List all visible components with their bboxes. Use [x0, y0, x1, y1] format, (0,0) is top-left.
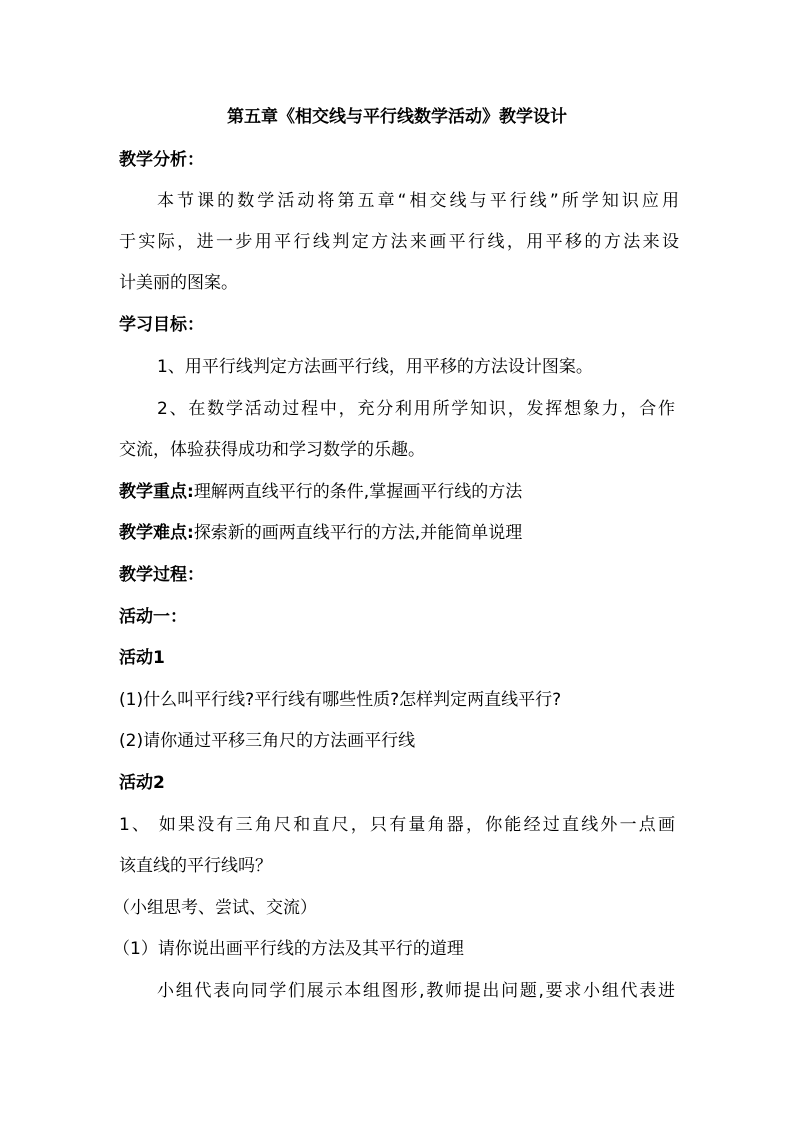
key-point-text: 理解两直线平行的条件,掌握画平行线的方法: [193, 482, 523, 502]
last-paragraph-line: 小组代表向同学们展示本组图形,教师提出问题,要求小组代表进: [157, 981, 675, 1001]
activity-1-item-2: (2)请你通过平移三角尺的方法画平行线: [119, 731, 416, 751]
activity-2-question-line-1: 1、 如果没有三角尺和直尺，只有量角器，你能经过直线外一点画: [119, 815, 675, 835]
difficulty-point: [119, 522, 679, 544]
key-point: [119, 481, 679, 503]
analysis-line-1: 本节课的数学活动将第五章“相交线与平行线”所学知识应用: [157, 191, 679, 211]
goal-2-line-2: 交流，体验获得成功和学习数学的乐趣。: [119, 440, 425, 460]
activity-one-heading: 活动一：: [119, 607, 187, 627]
activity-1-heading: 活动1: [119, 648, 165, 668]
analysis-line-2: 于实际，进一步用平行线判定方法来画平行线，用平移的方法来设: [119, 232, 679, 252]
sub-question: （1）请你说出画平行线的方法及其平行的道理: [113, 939, 464, 959]
process-heading: 教学过程：: [119, 565, 204, 585]
activity-1-item-1: (1)什么叫平行线?平行线有哪些性质?怎样判定两直线平行?: [119, 690, 562, 710]
goals-heading: 学习目标：: [119, 315, 204, 335]
activity-2-heading: 活动2: [119, 773, 165, 793]
goal-2-line-1: 2、在数学活动过程中，充分利用所学知识，发挥想象力，合作: [157, 399, 675, 419]
analysis-heading: 教学分析：: [119, 150, 204, 170]
difficulty-label: 教学难点:: [119, 523, 194, 543]
difficulty-text: 探索新的画两直线平行的方法,并能简单说理: [193, 523, 523, 543]
analysis-line-3: 计美丽的图案。: [119, 273, 238, 293]
document-title: 第五章《相交线与平行线数学活动》教学设计: [227, 107, 567, 127]
key-point-label: 教学重点:: [119, 482, 194, 502]
activity-2-question-line-2: 该直线的平行线吗？: [119, 856, 272, 876]
goal-1: 1、用平行线判定方法画平行线，用平移的方法设计图案。: [157, 357, 593, 377]
group-note: （小组思考、尝试、交流）: [113, 898, 317, 918]
